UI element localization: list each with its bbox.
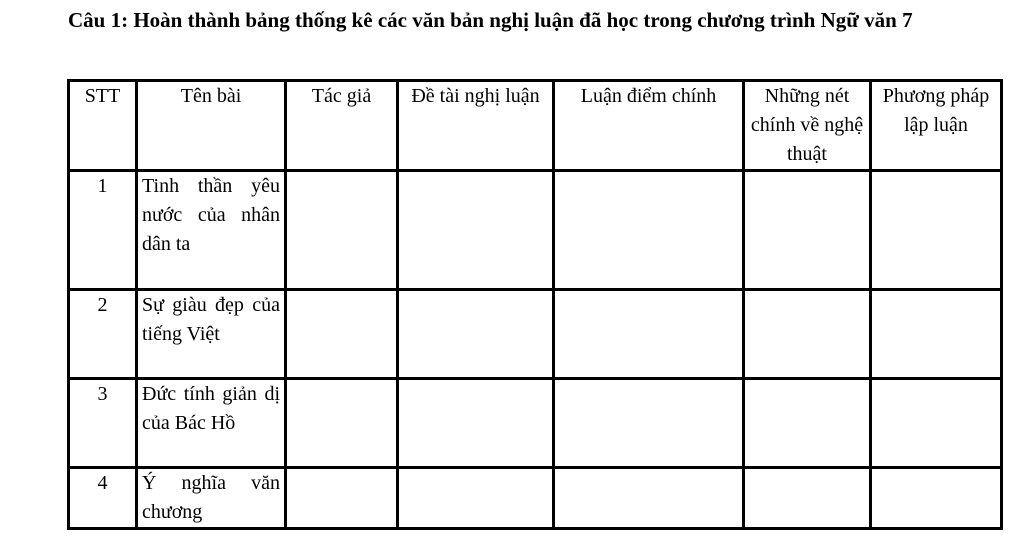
cell-de-tai	[398, 171, 554, 290]
header-row	[69, 81, 1002, 171]
header-stt: STT	[69, 81, 137, 171]
cell-nghe-thuat	[744, 171, 871, 290]
cell-tac-gia	[286, 171, 398, 290]
cell-phuong-phap	[871, 379, 1002, 468]
header-ten-bai: Tên bài	[137, 81, 286, 171]
cell-tac-gia	[286, 468, 398, 529]
statistics-table	[67, 79, 1003, 530]
cell-de-tai	[398, 290, 554, 379]
cell-de-tai	[398, 468, 554, 529]
cell-phuong-phap	[871, 171, 1002, 290]
table-row	[69, 290, 1002, 379]
cell-luan-diem	[554, 468, 744, 529]
table-row	[69, 379, 1002, 468]
cell-luan-diem	[554, 379, 744, 468]
row-title: Sự giàu đẹp của tiếng Việt	[137, 290, 286, 379]
cell-nghe-thuat	[744, 379, 871, 468]
row-number: 2	[69, 290, 137, 379]
row-title: Tinh thần yêu nước của nhân dân ta	[137, 171, 286, 290]
row-title: Ý nghĩa văn chương	[137, 468, 286, 529]
row-number: 4	[69, 468, 137, 529]
cell-luan-diem	[554, 290, 744, 379]
cell-tac-gia	[286, 379, 398, 468]
table-row	[69, 171, 1002, 290]
row-number: 3	[69, 379, 137, 468]
header-luan-diem: Luận điểm chính	[554, 81, 744, 171]
row-title: Đức tính giản dị của Bác Hồ	[137, 379, 286, 468]
cell-luan-diem	[554, 171, 744, 290]
cell-nghe-thuat	[744, 468, 871, 529]
cell-phuong-phap	[871, 468, 1002, 529]
cell-nghe-thuat	[744, 290, 871, 379]
header-phuong-phap: Phương pháp lập luận	[871, 81, 1002, 171]
header-tac-gia: Tác giả	[286, 81, 398, 171]
cell-phuong-phap	[871, 290, 1002, 379]
row-number: 1	[69, 171, 137, 290]
cell-tac-gia	[286, 290, 398, 379]
question-heading: Câu 1: Hoàn thành bảng thống kê các văn bản nghị luận đã học trong chương trình Ngữ văn 7	[68, 8, 913, 32]
cell-de-tai	[398, 379, 554, 468]
table-row	[69, 468, 1002, 529]
header-de-tai: Đề tài nghị luận	[398, 81, 554, 171]
header-nghe-thuat: Những nét chính về nghệ thuật	[744, 81, 871, 171]
